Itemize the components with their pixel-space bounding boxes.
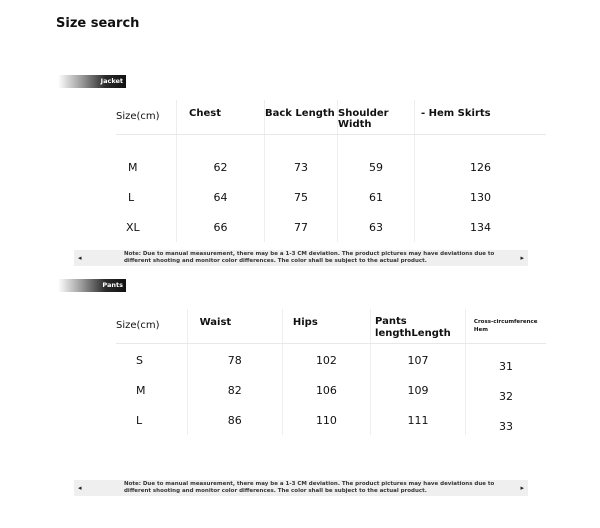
cell-value: 63	[338, 212, 415, 242]
pants-header-hips: Hips	[282, 309, 370, 343]
scroll-left-icon[interactable]: ◂	[78, 254, 82, 262]
pants-header-waist: Waist	[187, 309, 282, 343]
cell-value: 64	[177, 182, 265, 212]
note-line: different shooting and monitor color differences. The color shall be subject to the actual product.	[124, 488, 427, 494]
cell-value: 73	[265, 152, 338, 182]
note-line: Note: Due to manual measurement, there may be a 1-3 CM deviation. The product pictures may have deviations due to	[124, 251, 495, 257]
cell-value: 106	[282, 375, 370, 405]
size-label: S	[116, 345, 187, 375]
scroll-right-icon[interactable]: ▸	[520, 484, 524, 492]
pants-note-scrollbar[interactable]	[74, 480, 528, 496]
jacket-note	[124, 251, 508, 265]
table-row	[116, 375, 546, 405]
size-label: XL	[116, 212, 177, 242]
cell-value: 66	[177, 212, 265, 242]
cell-value: 111	[371, 405, 466, 435]
jacket-note-scrollbar[interactable]	[74, 250, 528, 266]
table-row	[116, 212, 546, 242]
jacket-size-header: Size(cm)	[116, 100, 177, 134]
pants-header-hem: Cross-circumference Hem	[465, 309, 546, 343]
size-label: M	[116, 152, 177, 182]
cell-value: 31	[498, 359, 513, 373]
jacket-size-table	[116, 100, 546, 242]
cell-value: 110	[282, 405, 370, 435]
cell-value: 107	[371, 345, 466, 375]
cell-value: 75	[265, 182, 338, 212]
cell-value: 109	[371, 375, 466, 405]
scroll-right-icon[interactable]: ▸	[520, 254, 524, 262]
cell-value: 33	[498, 419, 513, 433]
note-line: Note: Due to manual measurement, there may be a 1-3 CM deviation. The product pictures may have deviations due to	[124, 481, 495, 487]
table-row	[116, 405, 546, 435]
jacket-header-hem: - Hem Skirts	[415, 100, 547, 134]
cell-value: 126	[470, 160, 491, 174]
cell-value: 32	[498, 389, 513, 403]
jacket-section-tag: Jacket	[58, 75, 126, 88]
cell-value: 78	[187, 345, 282, 375]
size-label: L	[116, 182, 177, 212]
cell-value: 130	[470, 190, 491, 204]
pants-size-header: Size(cm)	[116, 309, 187, 343]
cell-value: 61	[338, 182, 415, 212]
size-label: M	[116, 375, 187, 405]
pants-size-table	[116, 309, 546, 435]
scroll-left-icon[interactable]: ◂	[78, 484, 82, 492]
table-row	[116, 182, 546, 212]
table-row	[116, 345, 546, 375]
jacket-header-shoulder-width: Shoulder Width	[338, 100, 415, 134]
cell-value: 77	[265, 212, 338, 242]
page-title: Size search	[56, 16, 140, 31]
size-label: L	[116, 405, 187, 435]
pants-note	[124, 481, 508, 495]
cell-value: 59	[338, 152, 415, 182]
cell-value: 86	[187, 405, 282, 435]
jacket-header-back-length: Back Length	[265, 100, 338, 134]
cell-value: 62	[177, 152, 265, 182]
cell-value: 82	[187, 375, 282, 405]
pants-section-tag: Pants	[58, 279, 126, 292]
table-row	[116, 152, 546, 182]
note-line: different shooting and monitor color differences. The color shall be subject to the actual product.	[124, 258, 427, 264]
jacket-header-chest: Chest	[177, 100, 265, 134]
cell-value: 134	[470, 220, 491, 234]
pants-header-length: Pants lengthLength	[371, 309, 466, 343]
cell-value: 102	[282, 345, 370, 375]
